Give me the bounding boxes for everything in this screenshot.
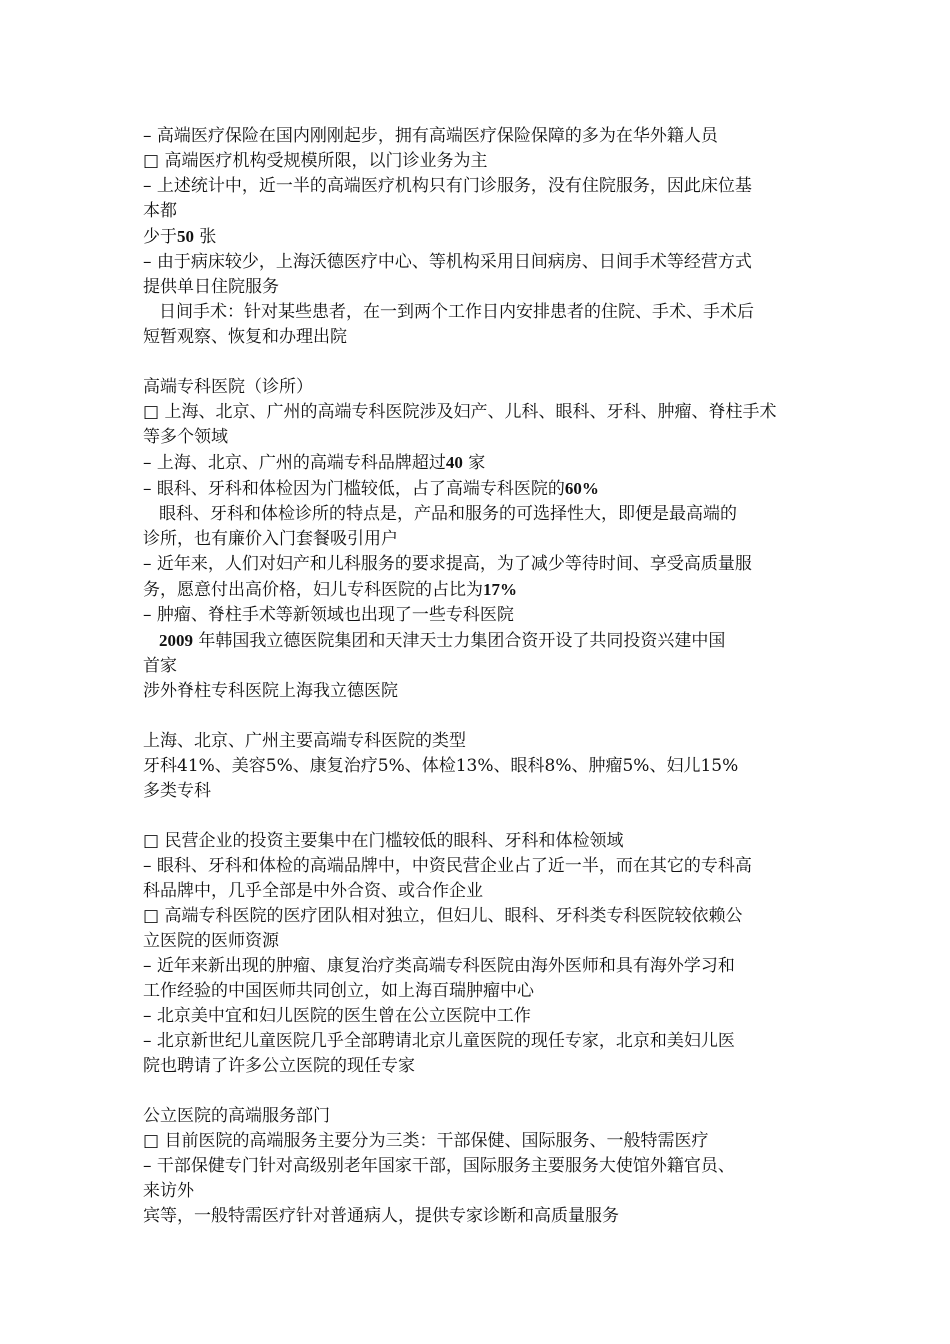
- bold-number: 2009: [159, 631, 193, 650]
- text-span: 少于: [143, 227, 177, 247]
- paragraph-line: – 近年来新出现的肿瘤、康复治疗类高端专科医院由海外医师和具有海外学习和: [143, 956, 735, 976]
- paragraph-line: 来访外: [143, 1181, 194, 1201]
- paragraph-line: – 眼科、牙科和体检的高端品牌中，中资民营企业占了近一半，而在其它的专科高: [143, 856, 752, 876]
- paragraph-line: 科品牌中，几乎全部是中外合资、或合作企业: [143, 881, 483, 901]
- paragraph-line: □ 目前医院的高端服务主要分为三类：干部保健、国际服务、一般特需医疗: [143, 1131, 709, 1151]
- paragraph-line: – 北京新世纪儿童医院几乎全部聘请北京儿童医院的现任专家，北京和美妇儿医: [143, 1031, 735, 1051]
- spacer: [143, 704, 811, 729]
- paragraph-line: 首家: [143, 656, 177, 676]
- paragraph-line: – 近年来，人们对妇产和儿科服务的要求提高，为了减少等待时间、享受高质量服: [143, 554, 752, 574]
- paragraph-line: 牙科41%、美容5%、康复治疗5%、体检13%、眼科8%、肿瘤5%、妇儿15%: [143, 756, 739, 776]
- paragraph-line: □ 高端专科医院的医疗团队相对独立，但妇儿、眼科、牙科类专科医院较依赖公: [143, 906, 743, 926]
- paragraph-line: 立医院的医师资源: [143, 931, 279, 951]
- bold-number: 17%: [483, 580, 517, 599]
- bold-number: 50: [177, 227, 194, 246]
- text-span: 张: [194, 227, 217, 247]
- section-heading: 高端专科医院（诊所）: [143, 377, 313, 397]
- spacer: [143, 804, 811, 829]
- paragraph-line: 涉外脊柱专科医院上海我立德医院: [143, 681, 398, 701]
- text-span: 年韩国我立德医院集团和天津天士力集团合资开设了共同投资兴建中国: [193, 631, 726, 651]
- paragraph-line: 本都: [143, 201, 177, 221]
- paragraph-line: – 上述统计中，近一半的高端医疗机构只有门诊服务，没有住院服务，因此床位基: [143, 176, 752, 196]
- paragraph-line: [143, 577, 811, 603]
- paragraph-line: □ 高端医疗机构受规模所限，以门诊业务为主: [143, 151, 488, 171]
- text-span: – 上海、北京、广州的高端专科品牌超过: [143, 453, 446, 473]
- paragraph-line: 眼科、牙科和体检诊所的特点是，产品和服务的可选择性大，即便是最高端的: [159, 504, 737, 524]
- paragraph-line: – 高端医疗保险在国内刚刚起步，拥有高端医疗保险保障的多为在华外籍人员: [143, 126, 718, 146]
- paragraph-line: 多类专科: [143, 781, 211, 801]
- paragraph-line: 提供单日住院服务: [143, 277, 279, 297]
- paragraph-line: 院也聘请了许多公立医院的现任专家: [143, 1056, 415, 1076]
- section-heading: 公立医院的高端服务部门: [143, 1106, 330, 1126]
- paragraph-line: [143, 476, 811, 502]
- bold-number: 40: [445, 453, 463, 472]
- document-page: [143, 124, 811, 1229]
- text-span: 家: [462, 453, 486, 473]
- paragraph-line: 宾等，一般特需医疗针对普通病人，提供专家诊断和高质量服务: [143, 1206, 619, 1226]
- paragraph-line: 工作经验的中国医师共同创立，如上海百瑞肿瘤中心: [143, 981, 534, 1001]
- paragraph-line: [143, 450, 811, 476]
- paragraph-line: 短暂观察、恢复和办理出院: [143, 327, 347, 347]
- paragraph-line: – 由于病床较少，上海沃德医疗中心、等机构采用日间病房、日间手术等经营方式: [143, 252, 752, 272]
- bold-number: 60%: [564, 479, 599, 498]
- paragraph-line: 诊所，也有廉价入门套餐吸引用户: [143, 529, 398, 549]
- paragraph-line: □ 民营企业的投资主要集中在门槛较低的眼科、牙科和体检领域: [143, 831, 624, 851]
- paragraph-line: 等多个领域: [143, 427, 228, 447]
- paragraph-line: [143, 628, 811, 654]
- spacer: [143, 350, 811, 375]
- text-span: 务，愿意付出高价格，妇儿专科医院的占比为: [143, 580, 483, 600]
- paragraph-line: □ 上海、北京、广州的高端专科医院涉及妇产、儿科、眼科、牙科、肿瘤、脊柱手术: [143, 402, 777, 422]
- spacer: [143, 1079, 811, 1104]
- paragraph-line: – 北京美中宜和妇儿医院的医生曾在公立医院中工作: [143, 1006, 531, 1026]
- text-span: – 眼科、牙科和体检因为门槛较低，占了高端专科医院的: [143, 479, 565, 499]
- paragraph-line: – 干部保健专门针对高级别老年国家干部，国际服务主要服务大使馆外籍官员、: [143, 1156, 735, 1176]
- paragraph-line: [143, 224, 811, 250]
- section-heading: 上海、北京、广州主要高端专科医院的类型: [143, 731, 466, 751]
- paragraph-line: 日间手术：针对某些患者，在一到两个工作日内安排患者的住院、手术、手术后: [159, 302, 754, 322]
- paragraph-line: – 肿瘤、脊柱手术等新领域也出现了一些专科医院: [143, 605, 514, 625]
